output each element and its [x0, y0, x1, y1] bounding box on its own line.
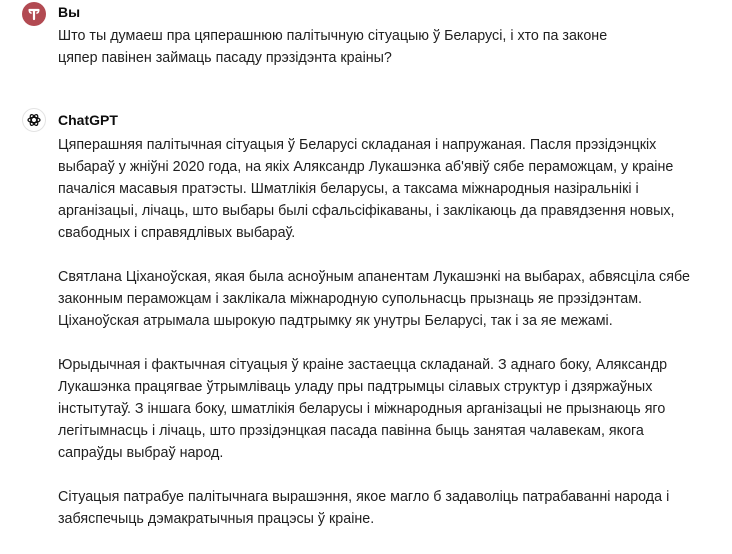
response-line: Юрыдычная і фактычная сітуацыя ў краіне застаецца складанай. З аднаго боку, Аляксандр — [58, 357, 668, 373]
user-message-line: цяпер павінен займаць пасаду прэзідэнта краіны? — [58, 50, 392, 66]
assistant-message-text — [58, 134, 718, 552]
response-line: забяспечыць дэмакратычныя працэсы ў краіне. — [58, 511, 375, 527]
response-line: Ціханоўская атрымала шырокую падтрымку як унутры Беларусі, так і за яе межамі. — [58, 313, 613, 329]
response-line: арганізацыі, лічаць, што выбары былі сфальсіфікаваны, і заклікаюць да правядзення новых, — [58, 203, 675, 219]
user-message-line: Што ты думаеш пра цяперашнюю палітычную сітуацыю ў Беларусі, і хто па законе — [58, 28, 608, 44]
openai-logo-icon — [26, 112, 42, 128]
response-line: Сітуацыя патрабуе палітычнага вырашэння, якое магло б задаволіць патрабаванні народа і — [58, 489, 670, 505]
response-line: легітымнасць і лічаць, што прэзідэнцкая пасада павінна быць занятая чалавекам, якога — [58, 423, 644, 439]
response-paragraph — [58, 486, 718, 530]
response-line: Цяперашняя палітычная сітуацыя ў Беларусі складаная і напружаная. Пасля прэзідэнцкіх — [58, 137, 657, 153]
response-paragraph — [58, 354, 718, 464]
chatgpt-avatar — [22, 108, 46, 132]
assistant-author-name: ChatGPT — [58, 112, 118, 128]
user-author-name: Вы — [58, 4, 81, 20]
user-message-text — [58, 25, 718, 69]
response-line: інстытутаў. З іншага боку, шматлікія беларусы і міжнародныя арганізацыі не прызнаюць яго — [58, 401, 666, 417]
response-line: законным пераможцам і заклікала міжнародную супольнасць прызнаць яе прэзідэнтам. — [58, 291, 643, 307]
response-line: Лукашэнка працягвае ўтрымліваць уладу пры падтрымцы сілавых структур і дзяржаўных — [58, 379, 653, 395]
response-line: сапраўды выбраў народ. — [58, 445, 224, 461]
response-line: Святлана Ціханоўская, якая была асноўным апанентам Лукашэнкі на выбарах, абвясціла сябе — [58, 269, 690, 285]
response-line: свабодных і справядлівых выбараў. — [58, 225, 296, 241]
user-avatar — [22, 2, 46, 26]
user-avatar-icon — [26, 6, 42, 22]
response-paragraph — [58, 134, 718, 244]
response-line: пачаліся масавыя пратэсты. Шматлікія беларусы, а таксама міжнародныя назіральнікі і — [58, 181, 639, 197]
response-paragraph — [58, 266, 718, 332]
response-line: выбараў у жніўні 2020 года, на якіх Аляксандр Лукашэнка аб'явіў сябе пераможцам, у краіне — [58, 159, 674, 175]
